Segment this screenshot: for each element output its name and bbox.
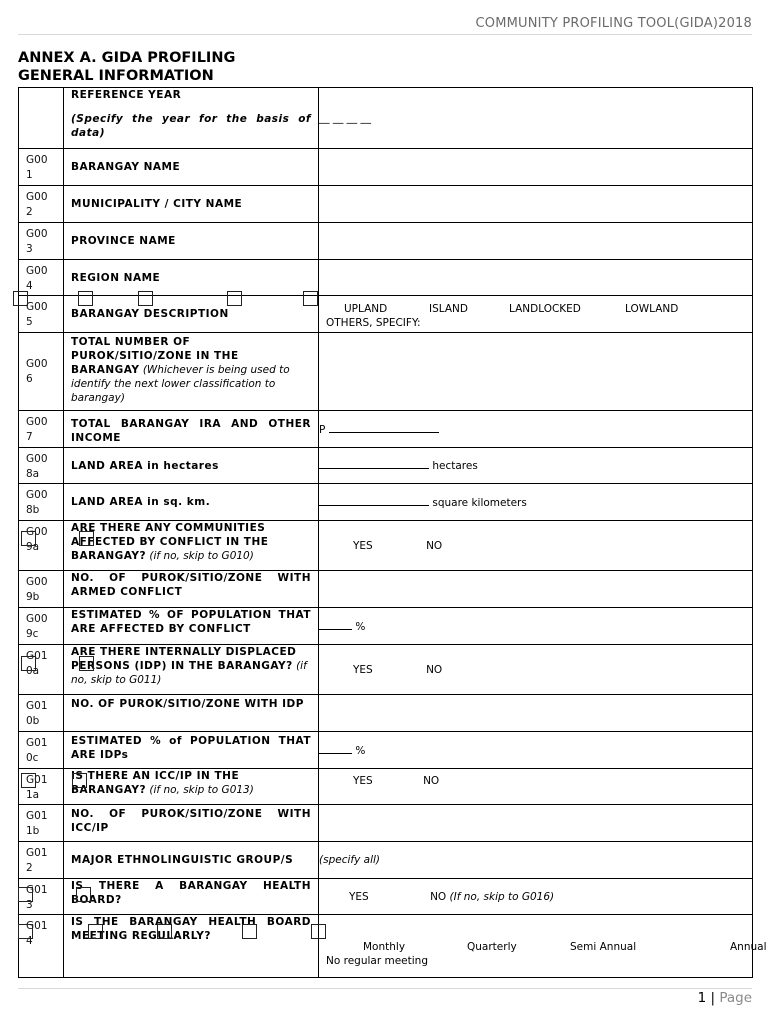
checkbox-health-board-yes[interactable] xyxy=(18,887,33,902)
question-code: G01 3 xyxy=(19,879,64,915)
checkbox-quarterly[interactable] xyxy=(88,924,103,939)
idp-count-field[interactable] xyxy=(319,695,753,732)
row-g006 xyxy=(19,333,753,411)
question-code: G01 0c xyxy=(19,732,64,769)
health-board-yes-no xyxy=(319,879,753,915)
header-text: COMMUNITY PROFILING TOOL(GIDA)2018 xyxy=(475,16,752,31)
row-g012 xyxy=(19,842,753,879)
checkbox-health-board-no[interactable] xyxy=(76,887,91,902)
row-g001 xyxy=(19,149,753,186)
checkbox-conflict-yes[interactable] xyxy=(21,531,36,546)
row-g009b xyxy=(19,571,753,608)
checkbox-idp-yes[interactable] xyxy=(21,656,36,671)
question-code: G00 2 xyxy=(19,186,64,223)
page-label: Page xyxy=(719,990,752,1006)
income-blank[interactable] xyxy=(329,423,439,433)
option-semi-annual[interactable]: Semi Annual xyxy=(570,941,637,953)
skip-note: (If no, skip to G016) xyxy=(449,890,555,903)
question-label: REFERENCE YEAR xyxy=(71,89,182,101)
checkbox-upland[interactable] xyxy=(13,291,28,306)
checkbox-island[interactable] xyxy=(78,291,93,306)
question-note: (if no, skip to G011) xyxy=(71,660,307,686)
page-separator: | xyxy=(710,990,716,1006)
answer-cell[interactable] xyxy=(319,88,753,149)
footer-divider xyxy=(18,988,752,989)
conflict-yes-no xyxy=(319,521,753,571)
question-label: PROVINCE NAME xyxy=(71,235,176,247)
question-label: IS THE BARANGAY HEALTH BOARD MEETING REGULARLY? xyxy=(71,916,311,942)
question-label: IS THERE A BARANGAY HEALTH BOARD? xyxy=(71,880,311,906)
question-code: G00 8a xyxy=(19,448,64,484)
row-g013 xyxy=(19,879,753,915)
question-code: G01 4 xyxy=(19,915,64,978)
idp-percent-blank[interactable] xyxy=(319,744,352,754)
question-code: G00 9c xyxy=(19,608,64,645)
barangay-description-options xyxy=(319,296,753,333)
question-code: G00 5 xyxy=(19,296,64,333)
iccip-yes-no xyxy=(319,769,753,805)
province-name-field[interactable] xyxy=(319,223,753,260)
row-g004 xyxy=(19,260,753,296)
option-yes[interactable]: YES xyxy=(349,890,369,903)
question-label: MAJOR ETHNOLINGUISTIC GROUP/S xyxy=(71,854,294,866)
question-code: G01 1a xyxy=(19,769,64,805)
question-code: G00 1 xyxy=(19,149,64,186)
checkbox-annual[interactable] xyxy=(242,924,257,939)
question-label: NO. OF PUROK/SITIO/ZONE WITH ICC/IP xyxy=(71,808,311,834)
hectares-blank[interactable] xyxy=(319,459,429,469)
specify-all-note: (specify all) xyxy=(319,854,380,866)
idp-yes-no xyxy=(319,645,753,695)
question-label: ARE THERE ANY COMMUNITIES AFFECTED BY CONFLICT IN THE BARANGAY? xyxy=(71,522,269,562)
sqkm-answer xyxy=(319,484,753,521)
question-code: G00 9b xyxy=(19,571,64,608)
row-reference-year xyxy=(19,88,753,149)
question-code: G01 1b xyxy=(19,805,64,842)
option-upland[interactable]: UPLAND xyxy=(344,303,388,315)
page-number xyxy=(698,990,752,1006)
row-g014 xyxy=(19,915,753,978)
row-g009c xyxy=(19,608,753,645)
option-quarterly[interactable]: Quarterly xyxy=(467,941,517,953)
hectares-answer xyxy=(319,448,753,484)
option-others-specify[interactable]: OTHERS, SPECIFY: xyxy=(326,317,421,329)
option-no[interactable]: NO xyxy=(426,663,443,676)
idp-percent-answer xyxy=(319,732,753,769)
row-g009a xyxy=(19,521,753,571)
conflict-percent-answer xyxy=(319,608,753,645)
question-label: NO. OF PUROK/SITIO/ZONE WITH ARMED CONFLICT xyxy=(71,572,311,598)
profiling-form-table xyxy=(18,87,767,978)
reference-year-blank[interactable]: __ __ __ __ xyxy=(319,112,372,124)
percent-unit: % xyxy=(355,620,366,633)
question-label: TOTAL BARANGAY IRA AND OTHER INCOME xyxy=(71,418,311,444)
checkbox-others[interactable] xyxy=(303,291,318,306)
checkbox-semi-annual[interactable] xyxy=(157,924,172,939)
question-code: G00 4 xyxy=(19,260,64,296)
question-label: NO. OF PUROK/SITIO/ZONE WITH IDP xyxy=(71,698,304,710)
question-code: G00 3 xyxy=(19,223,64,260)
question-code: G01 0b xyxy=(19,695,64,732)
peso-prefix: P xyxy=(319,423,326,436)
question-note: (Specify the year for the basis of data) xyxy=(71,113,311,139)
income-answer xyxy=(319,411,753,448)
question-label: TOTAL NUMBER OF PUROK/SITIO/ZONE IN THE BARANGAY xyxy=(71,336,239,376)
checkbox-iccip-yes[interactable] xyxy=(21,773,36,788)
checkbox-landlocked[interactable] xyxy=(138,291,153,306)
row-g010b xyxy=(19,695,753,732)
iccip-count-field[interactable] xyxy=(319,805,753,842)
section-title: GENERAL INFORMATION xyxy=(18,68,214,84)
checkbox-no-regular-meeting[interactable] xyxy=(311,924,326,939)
row-g003 xyxy=(19,223,753,260)
question-cell xyxy=(64,88,319,149)
row-g008b xyxy=(19,484,753,521)
question-label: IS THERE AN ICC/IP IN THE BARANGAY? xyxy=(71,770,240,796)
purok-count-field[interactable] xyxy=(319,333,753,411)
annex-title: ANNEX A. GIDA PROFILING xyxy=(18,50,236,66)
question-note: (Whichever is being used to identify the next lower classification to barangay) xyxy=(71,364,290,404)
option-island[interactable]: ISLAND xyxy=(429,303,468,315)
row-g010c xyxy=(19,732,753,769)
checkbox-monthly[interactable] xyxy=(18,924,33,939)
question-code: G00 6 xyxy=(19,333,64,411)
question-label: MUNICIPALITY / CITY NAME xyxy=(71,198,243,210)
percent-unit: % xyxy=(355,744,366,757)
page-number-value: 1 xyxy=(697,990,707,1006)
ethnolinguistic-field[interactable] xyxy=(319,842,753,879)
question-code: G01 2 xyxy=(19,842,64,879)
row-g008a xyxy=(19,448,753,484)
question-code: G00 9a xyxy=(19,521,64,571)
option-yes[interactable]: YES xyxy=(353,775,373,787)
checkbox-idp-no[interactable] xyxy=(79,656,94,671)
sqkm-blank[interactable] xyxy=(319,496,429,506)
question-code: G01 0a xyxy=(19,645,64,695)
region-name-field[interactable] xyxy=(319,260,753,296)
question-note: (if no, skip to G013) xyxy=(149,784,254,796)
hectares-unit: hectares xyxy=(432,460,478,472)
question-note: (if no, skip to G010) xyxy=(149,550,254,562)
question-label: BARANGAY DESCRIPTION xyxy=(71,308,229,320)
armed-conflict-count-field[interactable] xyxy=(319,571,753,608)
question-label: BARANGAY NAME xyxy=(71,161,181,173)
option-no[interactable]: NO xyxy=(426,539,443,552)
row-g011b xyxy=(19,805,753,842)
option-landlocked[interactable]: LANDLOCKED xyxy=(509,303,581,315)
sqkm-unit: square kilometers xyxy=(432,496,527,509)
question-label: LAND AREA in hectares xyxy=(71,459,219,472)
checkbox-iccip-no[interactable] xyxy=(72,773,87,788)
question-label: LAND AREA in sq. km. xyxy=(71,496,211,508)
option-yes[interactable]: YES xyxy=(353,663,373,676)
row-g011a xyxy=(19,769,753,805)
question-code: G00 7 xyxy=(19,411,64,448)
meeting-frequency-options xyxy=(319,915,767,978)
row-g007 xyxy=(19,411,753,448)
option-monthly[interactable]: Monthly xyxy=(363,941,406,953)
barangay-name-field[interactable] xyxy=(319,149,753,186)
question-label: ESTIMATED % of POPULATION THAT ARE IDPs xyxy=(71,735,311,761)
row-g002 xyxy=(19,186,753,223)
row-g005 xyxy=(19,296,753,333)
option-yes[interactable]: YES xyxy=(353,539,373,552)
row-g010a xyxy=(19,645,753,695)
municipality-name-field[interactable] xyxy=(319,186,753,223)
question-label: ARE THERE INTERNALLY DISPLACED PERSONS (IDP) IN THE BARANGAY? xyxy=(71,646,297,672)
question-code: G00 8b xyxy=(19,484,64,521)
code-cell xyxy=(19,88,64,149)
option-no[interactable]: NO xyxy=(430,890,447,903)
option-annual[interactable]: Annual xyxy=(730,941,767,953)
option-no[interactable]: NO xyxy=(423,775,440,787)
conflict-percent-blank[interactable] xyxy=(319,620,352,630)
option-lowland[interactable]: LOWLAND xyxy=(625,303,679,315)
checkbox-conflict-no[interactable] xyxy=(79,531,94,546)
checkbox-lowland[interactable] xyxy=(227,291,242,306)
option-no-regular-meeting[interactable]: No regular meeting xyxy=(326,955,428,967)
question-label: REGION NAME xyxy=(71,271,161,284)
question-label: ESTIMATED % OF POPULATION THAT ARE AFFECTED BY CONFLICT xyxy=(71,609,311,635)
page-header xyxy=(18,14,752,35)
